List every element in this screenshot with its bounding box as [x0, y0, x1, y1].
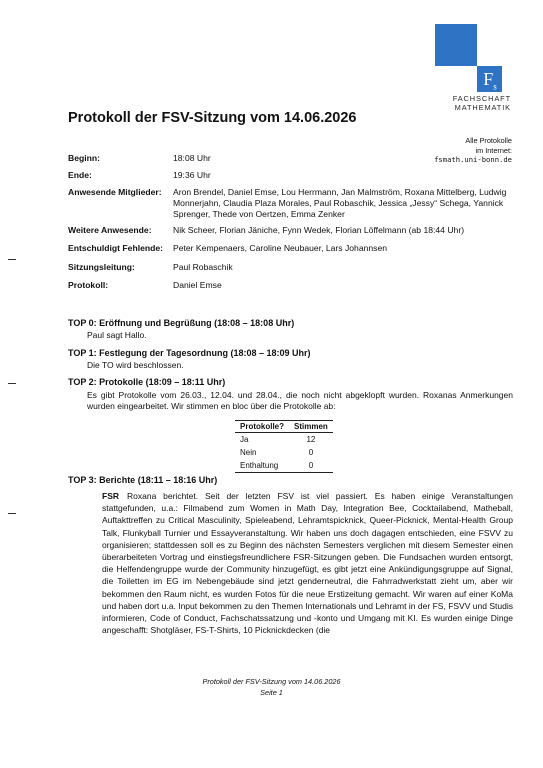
meta-label-protokoll: Protokoll:: [68, 280, 109, 290]
vote-table: [235, 420, 333, 473]
top-0-body: Paul sagt Hallo.: [87, 330, 147, 340]
meta-value-protokoll: Daniel Emse: [173, 280, 222, 290]
web-url[interactable]: fsmath.uni-bonn.de: [434, 155, 512, 164]
vote-option: Enthaltung: [235, 459, 289, 473]
meta-value-sitzungsleitung: Paul Robaschik: [173, 262, 233, 272]
top-1-body: Die TO wird beschlossen.: [87, 360, 184, 370]
margin-mark: [8, 383, 16, 384]
meta-label-sitzungsleitung: Sitzungsleitung:: [68, 262, 135, 272]
page-title: Protokoll der FSV-Sitzung vom 14.06.2026: [68, 110, 357, 126]
meta-label-ende: Ende:: [68, 170, 92, 180]
margin-mark: [8, 259, 16, 260]
web-note: Alle Protokolle im Internet:: [465, 136, 512, 155]
logo-text: FACHSCHAFT MATHEMATIK: [452, 94, 511, 112]
meta-value-beginn: 18:08 Uhr: [173, 153, 211, 163]
vote-count: 0: [308, 448, 314, 457]
footer-title: Protokoll der FSV-Sitzung vom 14.06.2026: [202, 677, 341, 686]
logo-letter: $F_s$: [483, 69, 497, 92]
meta-value-weitere: Nik Scheer, Florian Jäniche, Fynn Wedek, Florian Löffelmann (ab 18:44 Uhr): [173, 225, 465, 235]
meta-label-anwesende: Anwesende Mitglieder:: [68, 187, 162, 197]
vote-option: Nein: [240, 448, 257, 457]
meta-label-weitere: Weitere Anwesende:: [68, 225, 152, 235]
footer-page: Seite 1: [260, 688, 283, 697]
top-2-heading: TOP 2: Protokolle (18:09 – 18:11 Uhr): [68, 377, 226, 387]
fsr-report-text: Roxana berichtet. Seit der letzten FSV ist viel passiert. Es haben einige Veranstaltungen stattgefunden, u.a.: Filmabend zum Women in Math Day, Integration Bee, Cocktailabend, Matheball, Auftakttreffen zu Critical Masculinity, Spieleabend, Lehramtspicknick, Queer-Picknick, Mental-Health Group Talk, Flunkyball Turnier und Essayveranstaltung. Wir haben uns doch dagagen entschieden, eine FSVV zu organisieren; stattdessen soll es zu Beginn des nächsten Semesters verglichen mit diesem Semester einen überarbeiteten Vortrag und einstiegsfreundlichere FSR-Sitzungen geben. Die Fundsachen wurden entsorgt, die Helfendengruppe wurde der Community hinzugefügt, es gibt jetzt eine Ankündigungsgruppe auf Signal, die Toiletten im EG im Nebengebäude sind jetzt genderneutral, die Fahrradwerkstatt zieht um, aber wir bekommen den Raum nicht, es wurden Fotos für die neue Erstizeitung gemacht. Wir waren auf einer KoMa und haben dort u.a. Input bekommen zu den Themen Internationals und Lehramt in der FS, FSVV und Studis informieren, Code of Conduct, Fachschatssatzung und -konto und Umgang mit KI. Es wurden einige Dinge angeschafft: Shotgläser, FS-T-Shirts, 10 Picknickdecken (die: [102, 491, 513, 636]
vote-count: 12: [306, 435, 316, 444]
table-row: [235, 446, 333, 459]
meta-label-beginn: Beginn:: [68, 153, 100, 163]
meta-label-entschuldigt: Entschuldigt Fehlende:: [68, 243, 164, 253]
vote-table-header-votes: Stimmen: [289, 421, 333, 433]
logo-block-large: [435, 24, 477, 66]
vote-table-header-option: Protokolle?: [235, 421, 289, 433]
vote-option: Ja: [240, 435, 249, 444]
meta-value-entschuldigt: Peter Kempenaers, Caroline Neubauer, Lars Johannsen: [173, 243, 388, 253]
vote-table-header: [235, 421, 333, 433]
top-3-heading: TOP 3: Berichte (18:11 – 18:16 Uhr): [68, 475, 218, 485]
meta-value-anwesende: Aron Brendel, Daniel Emse, Lou Herrmann, Jan Malmström, Roxana Mittelberg, Ludwig Monnerjahn, Claudia Plaza Morales, Paul Robaschik, Jessica „Jessy“ Schega, Yannick Sprenger, Thede von Oertzen, Emma Zenker: [173, 187, 507, 220]
top-2-body: Es gibt Protokolle vom 26.03., 12.04. und 28.04., die noch nicht abgeklopft wurden. Roxanas Anmerkungen wurden eingearbeitet. Wir stimmen en bloc über die Protokolle ab:: [87, 390, 513, 412]
vote-count: 0: [289, 459, 333, 473]
margin-mark: [8, 513, 16, 514]
top-0-heading: TOP 0: Eröffnung und Begrüßung (18:08 – 18:08 Uhr): [68, 318, 295, 328]
fsr-label: FSR: [102, 491, 119, 501]
top-1-heading: TOP 1: Festlegung der Tagesordnung (18:08 – 18:09 Uhr): [68, 348, 311, 358]
table-row: [235, 433, 333, 447]
table-row: [235, 459, 333, 473]
fsr-report: [102, 490, 513, 636]
meta-value-ende: 19:36 Uhr: [173, 170, 211, 180]
